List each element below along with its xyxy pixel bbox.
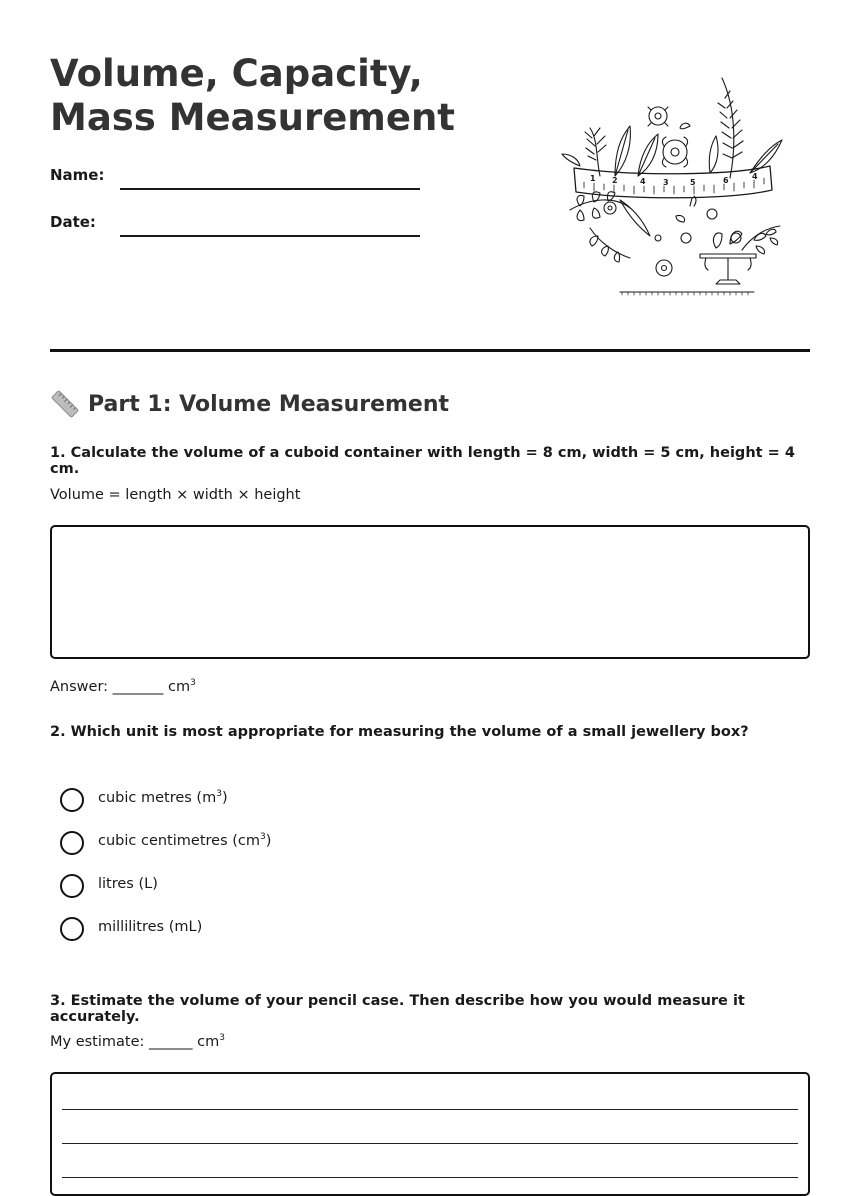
option-litres[interactable] xyxy=(60,872,360,898)
date-label: Date: xyxy=(50,213,96,231)
question-3: 3. Estimate the volume of your pencil case. Then describe how you would measure it accurately. xyxy=(50,993,745,1025)
svg-text:5: 5 xyxy=(690,178,696,187)
svg-text:1: 1 xyxy=(590,174,596,183)
part1-title: Part 1: Volume Measurement xyxy=(88,391,450,417)
radio-button[interactable] xyxy=(60,831,84,855)
option-cubic-centimetres[interactable] xyxy=(60,829,360,855)
name-input-line[interactable] xyxy=(120,188,420,190)
option-label: litres (L) xyxy=(98,876,158,892)
question-2: 2. Which unit is most appropriate for measuring the volume of a small jewellery box? xyxy=(50,724,749,740)
option-cubic-metres[interactable] xyxy=(60,786,360,812)
option-label: cubic centimetres $(cm^3)$ xyxy=(98,832,272,849)
date-input-line[interactable] xyxy=(120,235,420,237)
writing-line xyxy=(62,1109,798,1110)
radio-button[interactable] xyxy=(60,788,84,812)
q1-working-area[interactable] xyxy=(50,525,810,659)
option-millilitres[interactable] xyxy=(60,915,360,941)
ruler-icon xyxy=(50,389,80,419)
section-divider xyxy=(50,349,810,352)
svg-text:4: 4 xyxy=(752,172,758,181)
q1-answer-line[interactable]: Answer: _______ $cm^3$ xyxy=(50,678,196,695)
q3-estimate-line[interactable]: My estimate: ______ $cm^3$ xyxy=(50,1033,225,1050)
question-1: 1. Calculate the volume of a cuboid container with length = 8 cm, width = 5 cm, height = 4 cm. xyxy=(50,445,795,477)
svg-text:6: 6 xyxy=(723,176,729,185)
svg-text:3: 3 xyxy=(663,178,669,187)
name-label: Name: xyxy=(50,166,105,184)
option-label: cubic metres $(m^3)$ xyxy=(98,789,228,806)
svg-text:2: 2 xyxy=(612,176,618,185)
option-label: millilitres (mL) xyxy=(98,919,203,935)
date-field xyxy=(50,213,420,237)
writing-line xyxy=(62,1143,798,1144)
writing-line xyxy=(62,1177,798,1178)
radio-button[interactable] xyxy=(60,917,84,941)
q3-writing-area[interactable] xyxy=(50,1072,810,1196)
radio-button[interactable] xyxy=(60,874,84,898)
svg-text:4: 4 xyxy=(640,177,646,186)
botanical-ruler-illustration xyxy=(560,68,800,300)
name-field xyxy=(50,166,420,190)
part1-header xyxy=(50,388,449,420)
q1-formula: Volume = length × width × height xyxy=(50,487,301,503)
page-title: Volume, Capacity, Mass Measurement xyxy=(50,52,455,139)
